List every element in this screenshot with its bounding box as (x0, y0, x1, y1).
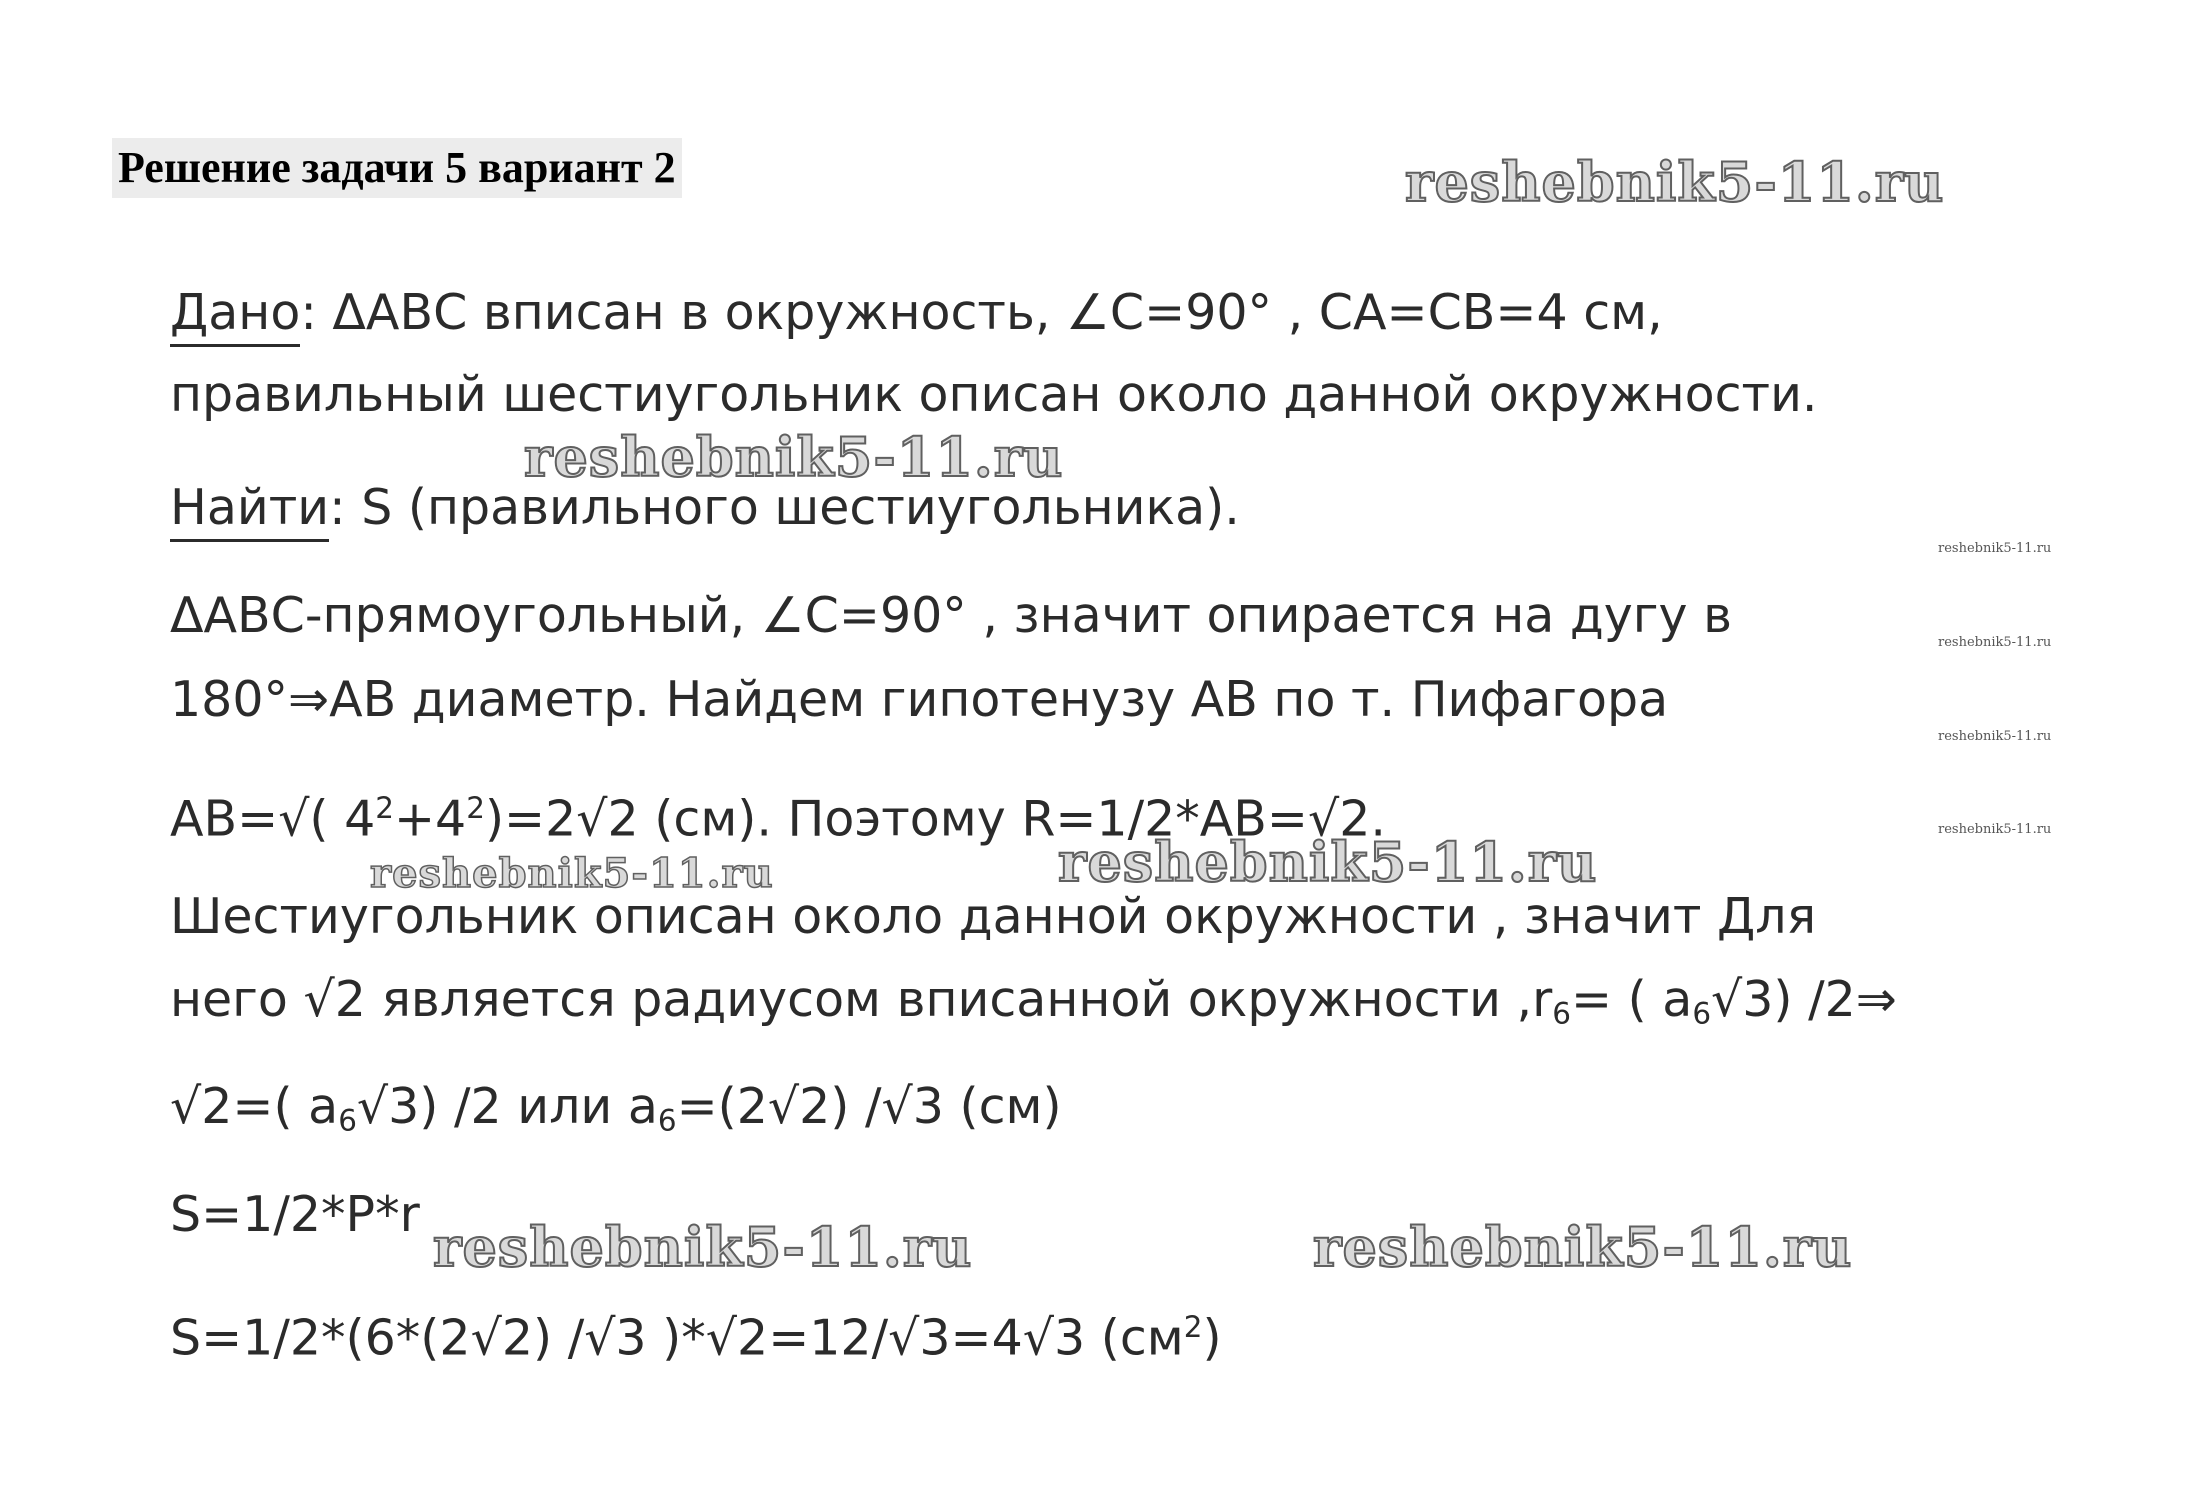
formula-text: S=1/2*(6*(2√2) /√3 )*√2=12/√3=4√3 (см (170, 1309, 1184, 1367)
formula-text: √2=( a (170, 1078, 339, 1135)
page-title: Решение задачи 5 вариант 2 (112, 138, 682, 198)
formula-text: =(2√2) /√3 (см) (676, 1078, 1062, 1135)
subscript: 6 (1692, 996, 1712, 1031)
subscript: 6 (657, 1103, 677, 1138)
solution-line-6 (170, 1077, 1062, 1150)
watermark: reshebnik5-11.ru (1938, 541, 2052, 556)
solution-line-1: ΔАВС-прямоугольный, ∠С=90° , значит опирается на дугу в (170, 587, 1732, 644)
subscript: 6 (1552, 996, 1571, 1031)
watermark: reshebnik5-11.ru (433, 1215, 973, 1279)
solution-line-8 (170, 1297, 1222, 1369)
given-line-2: правильный шестиугольник описан около данной окружности. (170, 366, 1818, 423)
solution-line-5 (170, 970, 1897, 1043)
given-line-1 (170, 283, 1663, 347)
find-line (170, 478, 1240, 542)
formula-text: )=2√2 (см). Поэтому R=1/2*АВ=√2. (484, 790, 1386, 848)
watermark: reshebnik5-11.ru (370, 850, 774, 897)
formula-text: ) (1202, 1309, 1222, 1367)
solution-line-4: Шестиугольник описан около данной окружности , значит Для (170, 888, 1817, 945)
watermark: reshebnik5-11.ru (1938, 635, 2052, 650)
watermark: reshebnik5-11.ru (1938, 822, 2052, 837)
watermark: reshebnik5-11.ru (524, 425, 1064, 489)
solution-line-2: 180°⇒АВ диаметр. Найдем гипотенузу АВ по т. Пифагора (170, 671, 1669, 728)
find-text: : S (правильного шестиугольника). (329, 479, 1240, 536)
watermark: reshebnik5-11.ru (1058, 830, 1598, 894)
superscript: 2 (1183, 1310, 1203, 1344)
watermark: reshebnik5-11.ru (1938, 729, 2052, 744)
formula-text: √3) /2 или a (356, 1078, 658, 1135)
given-text: : ΔАВС вписан в окружность, ∠С=90° , СА=СВ=4 см, (300, 284, 1663, 341)
formula-text: = ( a (1570, 971, 1693, 1028)
formula-text: +4 (394, 790, 467, 848)
solution-line-7: S=1/2*P*r (170, 1186, 420, 1243)
subscript: 6 (338, 1103, 357, 1138)
superscript: 2 (375, 791, 394, 825)
superscript: 2 (466, 791, 485, 825)
watermark: reshebnik5-11.ru (1313, 1215, 1853, 1279)
given-label: Дано (170, 288, 300, 347)
find-label: Найти (170, 483, 329, 542)
watermark: reshebnik5-11.ru (1405, 150, 1945, 214)
solution-line-3 (170, 778, 1386, 850)
formula-text: √3) /2⇒ (1711, 971, 1897, 1028)
formula-text: него √2 является радиусом вписанной окружности ,r (170, 971, 1553, 1028)
formula-text: АВ=√( 4 (170, 790, 376, 848)
